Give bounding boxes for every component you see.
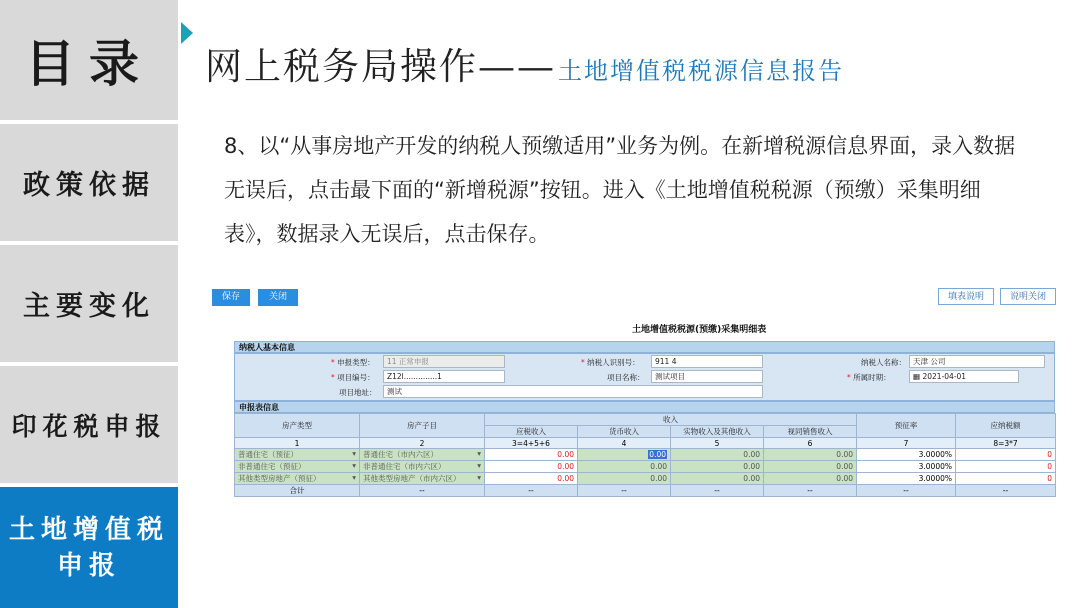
project-no-field[interactable]: Z12l..............1	[383, 370, 505, 383]
rate-cell: 3.0000%	[857, 461, 956, 473]
project-no-label: * 项目编号：	[331, 373, 375, 382]
basic-info-panel	[234, 353, 1055, 401]
close-instructions-button[interactable]: 说明关闭	[1000, 288, 1056, 305]
total-cell: --	[857, 485, 956, 497]
table-row	[235, 461, 1056, 473]
rate-cell: 3.0000%	[857, 449, 956, 461]
tax-cell: 0	[956, 449, 1056, 461]
inkind-income-input[interactable]: 0.00	[671, 449, 764, 461]
inkind-income-input[interactable]: 0.00	[671, 473, 764, 485]
deemed-sales-input[interactable]: 0.00	[764, 449, 857, 461]
sidebar-item-land-vat-label	[9, 512, 169, 584]
taxpayer-id-field[interactable]: 911 4	[651, 355, 763, 368]
close-button[interactable]: 关闭	[258, 289, 298, 306]
calendar-icon: ▦	[913, 372, 923, 381]
period-label: * 所属时期：	[847, 373, 891, 382]
header-rate: 预征率	[857, 414, 956, 438]
chevron-down-icon: ▾	[477, 461, 481, 470]
total-cell: --	[360, 485, 485, 497]
report-table	[234, 413, 1056, 497]
taxpayer-id-label: * 纳税人识别号：	[581, 358, 640, 367]
page-header	[205, 36, 844, 88]
header-income: 收入	[485, 414, 857, 426]
deemed-sales-input[interactable]: 0.00	[764, 461, 857, 473]
taxable-income-cell: 0.00	[485, 449, 578, 461]
header-tax: 应纳税额	[956, 414, 1056, 438]
type-select[interactable]: 非普通住宅（预征） ▾	[235, 461, 360, 473]
col-number: 7	[857, 438, 956, 449]
total-cell: --	[956, 485, 1056, 497]
address-label: 项目地址：	[339, 388, 377, 397]
type-select[interactable]: 普通住宅（预征） ▾	[235, 449, 360, 461]
type-select[interactable]: 其他类型房地产（预征） ▾	[235, 473, 360, 485]
page-title: 网上税务局操作——	[205, 45, 556, 88]
total-row	[235, 485, 1056, 497]
total-cell: --	[578, 485, 671, 497]
monetary-income-input[interactable]: 0.00	[578, 473, 671, 485]
table-row	[235, 449, 1056, 461]
subtype-select[interactable]: 非普通住宅（市内六区） ▾	[360, 461, 485, 473]
header-inkind-income: 实物收入及其他收入	[671, 426, 764, 438]
sidebar-item-land-vat-line: 申报	[56, 550, 121, 581]
sidebar-item-land-vat[interactable]	[0, 487, 178, 608]
header-taxable-income: 应税收入	[485, 426, 578, 438]
subtype-select[interactable]: 其他类型房地产（市内六区） ▾	[360, 473, 485, 485]
subtype-select[interactable]: 普通住宅（市内六区） ▾	[360, 449, 485, 461]
embedded-form-screenshot	[212, 284, 1060, 520]
report-info-section-header: 申报表信息	[234, 401, 1055, 413]
header-subtype: 房产子目	[360, 414, 485, 438]
rate-cell: 3.0000%	[857, 473, 956, 485]
header-type: 房产类型	[235, 414, 360, 438]
taxpayer-name-label: 纳税人名称：	[861, 358, 906, 367]
col-number: 1	[235, 438, 360, 449]
tax-cell: 0	[956, 461, 1056, 473]
sidebar-item-stamp-tax[interactable]: 印花税申报	[0, 366, 178, 483]
form-title: 土地增值税税源(预缴)采集明细表	[632, 325, 767, 335]
chevron-down-icon: ▾	[352, 461, 356, 470]
sidebar-item-changes[interactable]: 主要变化	[0, 245, 178, 362]
tax-cell: 0	[956, 473, 1056, 485]
fill-instructions-button[interactable]: 填表说明	[938, 288, 994, 305]
taxpayer-name-field[interactable]: 天津 公司	[909, 355, 1045, 368]
col-number: 3=4+5+6	[485, 438, 578, 449]
taxable-income-cell: 0.00	[485, 473, 578, 485]
total-label: 合计	[235, 485, 360, 497]
header-deemed-sales: 视同销售收入	[764, 426, 857, 438]
chevron-down-icon: ▾	[352, 449, 356, 458]
triangle-arrow-icon	[181, 22, 193, 44]
chevron-down-icon: ▾	[352, 473, 356, 482]
save-button[interactable]: 保存	[212, 289, 250, 306]
report-type-label: * 申报类型：	[331, 358, 375, 367]
col-number: 2	[360, 438, 485, 449]
basic-info-section-header: 纳税人基本信息	[234, 341, 1055, 353]
col-number: 8=3*7	[956, 438, 1056, 449]
total-cell: --	[764, 485, 857, 497]
col-number: 6	[764, 438, 857, 449]
monetary-income-input[interactable]: 0.00	[578, 449, 671, 461]
project-name-field[interactable]: 测试项目	[651, 370, 763, 383]
chevron-down-icon: ▾	[477, 473, 481, 482]
table-row	[235, 473, 1056, 485]
sidebar-item-land-vat-line: 土地增值税	[8, 514, 169, 545]
monetary-income-input[interactable]: 0.00	[578, 461, 671, 473]
deemed-sales-input[interactable]: 0.00	[764, 473, 857, 485]
header-monetary-income: 货币收入	[578, 426, 671, 438]
col-number: 5	[671, 438, 764, 449]
col-number: 4	[578, 438, 671, 449]
taxable-income-cell: 0.00	[485, 461, 578, 473]
project-name-label: 项目名称：	[607, 373, 645, 382]
chevron-down-icon: ▾	[477, 449, 481, 458]
sidebar-title: 目录	[0, 0, 178, 120]
page-subtitle: 土地增值税税源信息报告	[558, 57, 844, 85]
period-date-field[interactable]: ▦ 2021-04-01	[909, 370, 1019, 383]
sidebar-item-policy[interactable]: 政策依据	[0, 124, 178, 241]
address-field[interactable]: 测试	[383, 385, 763, 398]
inkind-income-input[interactable]: 0.00	[671, 461, 764, 473]
sidebar	[0, 0, 178, 608]
report-type-select[interactable]: 11 正常申报	[383, 355, 505, 368]
total-cell: --	[671, 485, 764, 497]
total-cell: --	[485, 485, 578, 497]
instruction-paragraph: 8、以“从事房地产开发的纳税人预缴适用”业务为例。在新增税源信息界面，录入数据无误后，点击最下面的“新增税源”按钮。进入《土地增值税税源（预缴）采集明细表》，数据录入无误后，点击保存。	[224, 134, 1016, 246]
